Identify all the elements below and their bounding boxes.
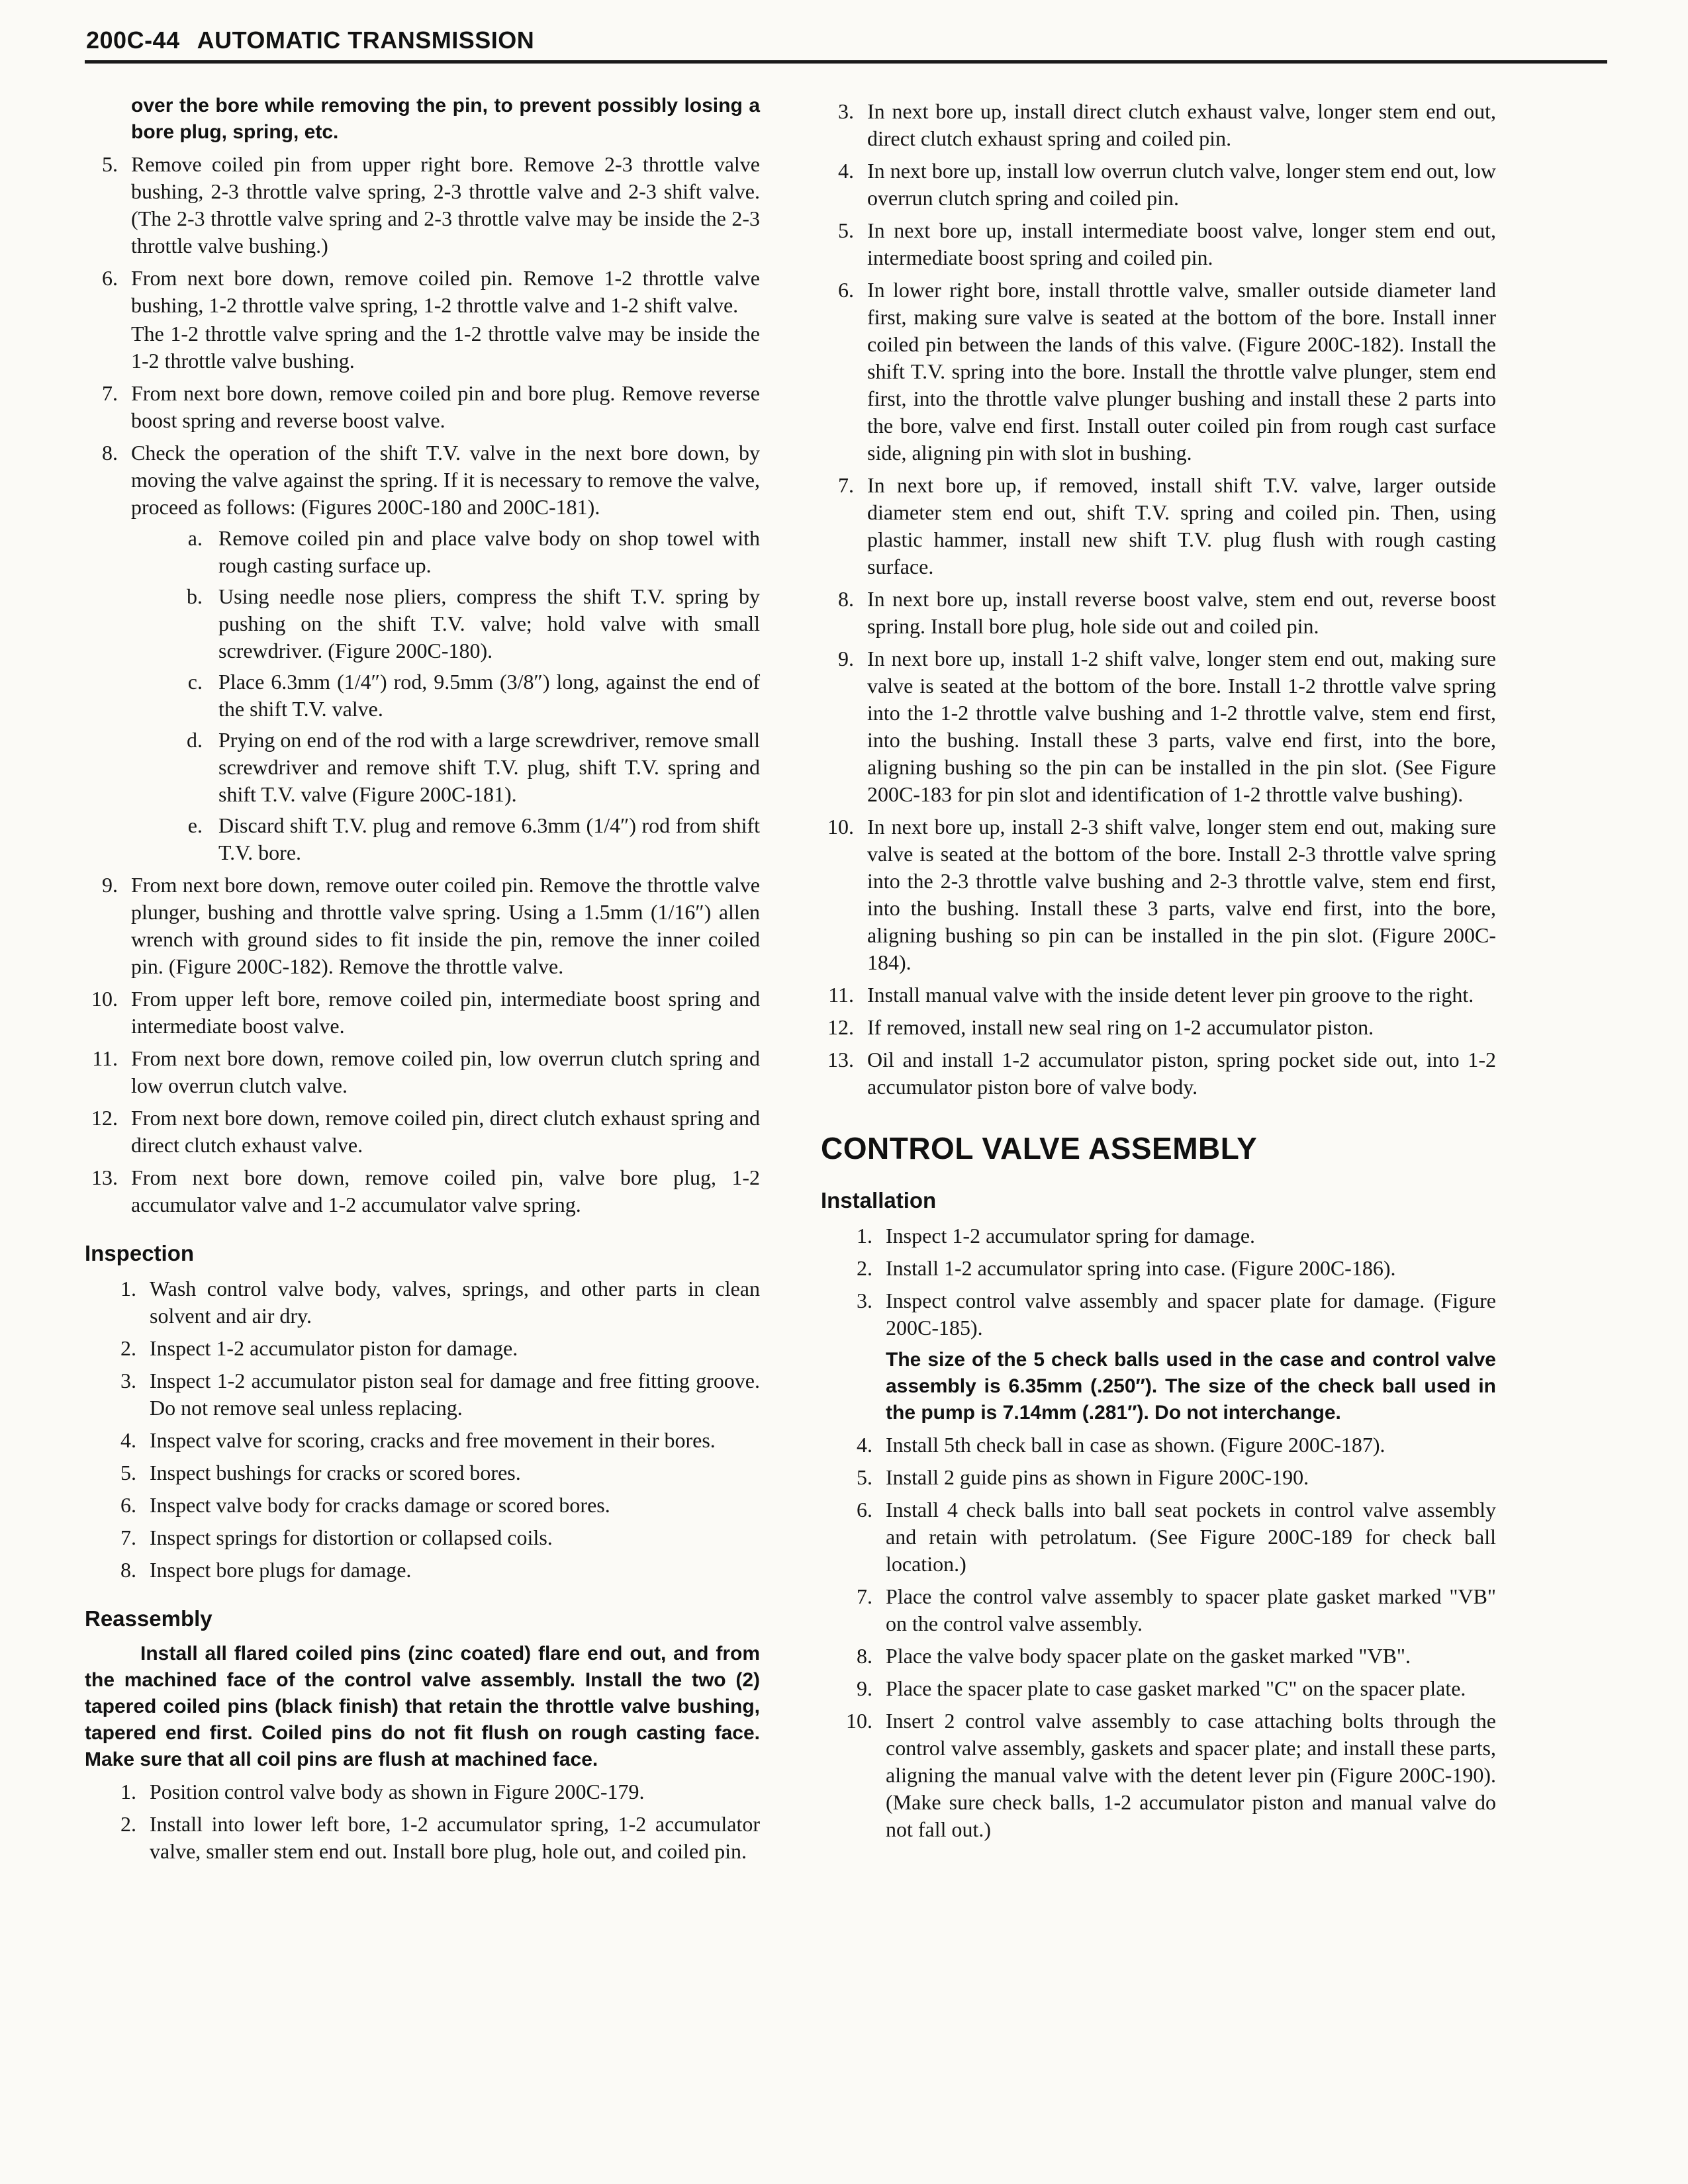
item-text: Oil and install 1-2 accumulator piston, spring pocket side out, into 1-2 accumulator piston bore of valve body. [867,1048,1496,1099]
section-heading: Reassembly [85,1606,212,1631]
item-text: If removed, install new seal ring on 1-2 accumulator piston. [867,1015,1374,1039]
item-number: b. [187,584,203,608]
bold-note: over the bore while removing the pin, to prevent possibly losing a bore plug, spring, etc. [131,95,760,143]
bold-note: Install all flared coiled pins (zinc coated) flare end out, and from the machined face of the control valve assembly. Install the two (2) tapered coiled pins (black finish) that retain the throttle valve bushing, tapered end first. Coiled pins do not fit flush on rough casting face. Make sure that all coil pins are flush at machined face. [85,1643,760,1770]
item-text: Prying on end of the rod with a large screwdriver, remove small screwdriver and remove shift T.V. plug, shift T.V. spring and shift T.V. valve (Figure 200C-181). [218,728,760,806]
content-columns [85,93,1609,1865]
page-number: 200C-44 [86,26,180,54]
item-text: Install 5th check ball in case as shown. (Figure 200C-187). [886,1433,1385,1457]
item-text: Place the spacer plate to case gasket marked "C" on the spacer plate. [886,1676,1466,1700]
list-item [183,727,760,808]
list-item [103,1811,760,1865]
list-item [821,98,1496,152]
item-number: 9. [102,873,118,897]
item-number: 6. [838,278,854,302]
item-text: In next bore up, install intermediate boost valve, longer stem end out, intermediate boost spring and coiled pin. [867,218,1496,269]
item-number: 1. [120,1780,136,1803]
list-item [821,277,1496,467]
item-number: 2. [120,1336,136,1360]
item-text: In next bore up, if removed, install shift T.V. valve, larger outside diameter stem end out, shift T.V. spring and coiled pin. Then, using plastic hammer, install new shift T.V. plug flush with rough casting surface. [867,473,1496,578]
item-text: From next bore down, remove coiled pin and bore plug. Remove reverse boost spring and reverse boost valve. [131,381,760,432]
item-text: Remove coiled pin and place valve body on shop towel with rough casting surface up. [218,526,760,577]
list-item [839,1643,1496,1670]
list-item [85,265,760,319]
item-number: 9. [857,1676,872,1700]
item-number: c. [187,670,203,694]
item-number: 10. [827,815,854,839]
list-item [839,1432,1496,1459]
item-number: 13. [91,1165,118,1189]
item-text: From next bore down, remove coiled pin, low overrun clutch spring and low overrun clutch valve. [131,1046,760,1097]
list-item [183,812,760,866]
item-number: 7. [857,1584,872,1608]
item-number: 3. [838,99,854,123]
list-item [839,1464,1496,1491]
item-text: In next bore up, install reverse boost valve, stem end out, reverse boost spring. Install bore plug, hole side out and coiled pin. [867,587,1496,638]
item-text: In lower right bore, install throttle valve, smaller outside diameter land first, making sure valve is seated at the bottom of the bore. Install inner coiled pin between the lands of this valve. (Figure 200C-182). Install the shift T.V. spring into the bore. Install the throttle valve plunger, stem end first, into the throttle valve plunger bushing and install these 2 parts into the bore, valve end first. Install outer coiled pin from rough cast surface side, aligning pin with slot in bushing. [867,278,1496,465]
list-item [103,1524,760,1551]
section-title: CONTROL VALVE ASSEMBLY [821,1131,1258,1165]
page-header [85,26,1609,54]
item-text: Place 6.3mm (1/4″) rod, 9.5mm (3/8″) long, against the end of the shift T.V. valve. [218,670,760,721]
item-number: 10. [846,1709,872,1733]
item-number: 8. [102,441,118,465]
item-text: Inspect 1-2 accumulator piston for damage. [150,1336,518,1360]
list-item [103,1459,760,1486]
list-item [821,1046,1496,1101]
list-item [103,1492,760,1519]
item-text: Remove coiled pin from upper right bore. Remove 2-3 throttle valve bushing, 2-3 throttle valve spring, 2-3 throttle valve and 2-3 shift valve.(The 2-3 throttle valve spring and 2-3 throttle valve may be inside the 2-3 throttle valve bushing.) [131,152,760,257]
list-item [839,1583,1496,1637]
item-number: 6. [857,1498,872,1522]
item-text: Install 2 guide pins as shown in Figure 200C-190. [886,1465,1309,1489]
item-number: 7. [102,381,118,405]
list-item [821,158,1496,212]
item-number: a. [187,526,203,550]
item-number: 5. [857,1465,872,1489]
item-number: 5. [120,1461,136,1484]
item-number: 2. [120,1812,136,1836]
list-item [85,439,760,521]
item-text: Inspect bushings for cracks or scored bores. [150,1461,521,1484]
list-item [821,586,1496,640]
item-number: 6. [120,1493,136,1517]
list-item [839,1222,1496,1250]
item-number: 1. [857,1224,872,1248]
list-item [839,1707,1496,1843]
item-text: In next bore up, install low overrun clutch valve, longer stem end out, low overrun clutch spring and coiled pin. [867,159,1496,210]
item-text: In next bore up, install 2-3 shift valve, longer stem end out, making sure valve is seated at the bottom of the bore. Install 2-3 throttle valve spring into the 2-3 throttle valve bushing and 2-3 throttle valve, stem end first, into the bushing. Install these 3 parts, valve end first, into the bore, aligning bushing so pin can be installed in the pin slot. (Figure 200C-184). [867,815,1496,974]
item-number: 1. [120,1277,136,1300]
item-number: 8. [120,1558,136,1582]
item-text: In next bore up, install 1-2 shift valve, longer stem end out, making sure valve is seated at the bottom of the bore. Install 1-2 throttle valve spring into the 1-2 throttle valve bushing and 1-2 throttle valve, stem end first, into the bushing. Install these 3 parts, valve end first, into the bore, aligning bushing so the pin can be installed in the pin slot. (See Figure 200C-183 for pin slot and identification of 1-2 throttle valve bushing). [867,647,1496,806]
item-text: In next bore up, install direct clutch exhaust valve, longer stem end out, direct clutch exhaust spring and coiled pin. [867,99,1496,150]
list-item [183,583,760,664]
list-item [85,872,760,980]
item-text: Place the valve body spacer plate on the gasket marked "VB". [886,1644,1411,1668]
list-item [85,1045,760,1099]
item-text: From next bore down, remove coiled pin. Remove 1-2 throttle valve bushing, 1-2 throttle valve spring, 1-2 throttle valve and 1-2 shift valve. [131,266,760,317]
item-continuation: The 1-2 throttle valve spring and the 1-2 throttle valve may be inside the 1-2 throttle valve bushing. [131,322,760,373]
item-number: 10. [91,987,118,1011]
item-number: 3. [857,1289,872,1312]
item-number: 6. [102,266,118,290]
list-item [183,668,760,723]
item-number: 2. [857,1256,872,1280]
item-text: Inspect 1-2 accumulator piston seal for damage and free fitting groove. Do not remove seal unless replacing. [150,1369,760,1420]
page-title: AUTOMATIC TRANSMISSION [197,26,535,54]
item-text: Install manual valve with the inside detent lever pin groove to the right. [867,983,1474,1007]
item-text: Inspect bore plugs for damage. [150,1558,412,1582]
item-text: Place the control valve assembly to spacer plate gasket marked "VB" on the control valve assembly. [886,1584,1496,1635]
item-number: 8. [857,1644,872,1668]
list-item [103,1275,760,1330]
item-number: 13. [827,1048,854,1071]
item-number: 12. [827,1015,854,1039]
list-item [821,217,1496,271]
item-number: 11. [92,1046,118,1070]
list-item [821,1014,1496,1041]
list-item [103,1427,760,1454]
list-item [103,1367,760,1422]
item-number: d. [187,728,203,752]
item-text: Install into lower left bore, 1-2 accumulator spring, 1-2 accumulator valve, smaller stem end out. Install bore plug, hole out, and coiled pin. [150,1812,760,1863]
list-item [103,1557,760,1584]
list-item [839,1496,1496,1578]
list-item [85,1105,760,1159]
item-text: Using needle nose pliers, compress the shift T.V. spring by pushing on the shift T.V. valve; hold valve with small screwdriver. (Figure 200C-180). [218,584,760,662]
list-item [85,151,760,259]
item-text: Position control valve body as shown in Figure 200C-179. [150,1780,645,1803]
bold-note: The size of the 5 check balls used in the case and control valve assembly is 6.35mm (.250″). The size of the check ball used in the pump is 7.14mm (.281″). Do not interchange. [886,1349,1496,1424]
list-item [839,1255,1496,1282]
item-text: From next bore down, remove coiled pin, direct clutch exhaust spring and direct clutch exhaust valve. [131,1106,760,1157]
item-number: 8. [838,587,854,611]
list-item [85,985,760,1040]
list-item [103,1778,760,1805]
item-text: Inspect springs for distortion or collapsed coils. [150,1525,553,1549]
item-text: Inspect control valve assembly and spacer plate for damage. (Figure 200C-185). [886,1289,1496,1340]
item-number: 4. [838,159,854,183]
item-text: Discard shift T.V. plug and remove 6.3mm (1/4″) rod from shift T.V. bore. [218,813,760,864]
list-item [85,1164,760,1218]
item-text: Install 4 check balls into ball seat pockets in control valve assembly and retain with petrolatum. (See Figure 200C-189 for check ball location.) [886,1498,1496,1576]
list-item [839,1675,1496,1702]
item-text: Inspect valve body for cracks damage or scored bores. [150,1493,610,1517]
item-text: Check the operation of the shift T.V. valve in the next bore down, by moving the valve against the spring. If it is necessary to remove the valve, proceed as follows: (Figures 200C-180 and 200C-181). [131,441,760,519]
section-heading: Inspection [85,1241,195,1265]
item-number: 3. [120,1369,136,1392]
list-item [821,981,1496,1009]
item-number: 4. [120,1428,136,1452]
list-item [103,1335,760,1362]
list-item [821,645,1496,808]
item-number: e. [187,813,203,837]
item-number: 12. [91,1106,118,1130]
item-text: From next bore down, remove coiled pin, valve bore plug, 1-2 accumulator valve and 1-2 accumulator valve spring. [131,1165,760,1216]
item-text: Inspect valve for scoring, cracks and free movement in their bores. [150,1428,716,1452]
item-text: Wash control valve body, valves, springs, and other parts in clean solvent and air dry. [150,1277,760,1328]
list-item [821,472,1496,580]
item-number: 7. [120,1525,136,1549]
item-number: 4. [857,1433,872,1457]
right-column [821,93,1496,1865]
item-number: 5. [102,152,118,176]
list-item [85,380,760,434]
section-heading: Installation [821,1188,937,1212]
list-item [839,1287,1496,1342]
item-text: From upper left bore, remove coiled pin, intermediate boost spring and intermediate boost valve. [131,987,760,1038]
item-text: Inspect 1-2 accumulator spring for damage. [886,1224,1256,1248]
item-number: 5. [838,218,854,242]
item-text: From next bore down, remove outer coiled pin. Remove the throttle valve plunger, bushing and throttle valve spring. Using a 1.5mm (1/16″) allen wrench with ground sides to fit inside the pin, remove the inner coiled pin. (Figure 200C-182). Remove the throttle valve. [131,873,760,978]
item-number: 11. [828,983,854,1007]
list-item [821,813,1496,976]
item-number: 9. [838,647,854,670]
item-number: 7. [838,473,854,497]
item-text: Insert 2 control valve assembly to case attaching bolts through the control valve assembly, gaskets and spacer plate; and install these parts, aligning the manual valve with the detent lever pin (Figure 200C-190). (Make sure check balls, 1-2 accumulator piston and manual valve do not fall out.) [886,1709,1496,1841]
list-item [183,525,760,579]
left-column [85,93,760,1865]
header-rule [85,60,1607,64]
item-text: Install 1-2 accumulator spring into case. (Figure 200C-186). [886,1256,1396,1280]
